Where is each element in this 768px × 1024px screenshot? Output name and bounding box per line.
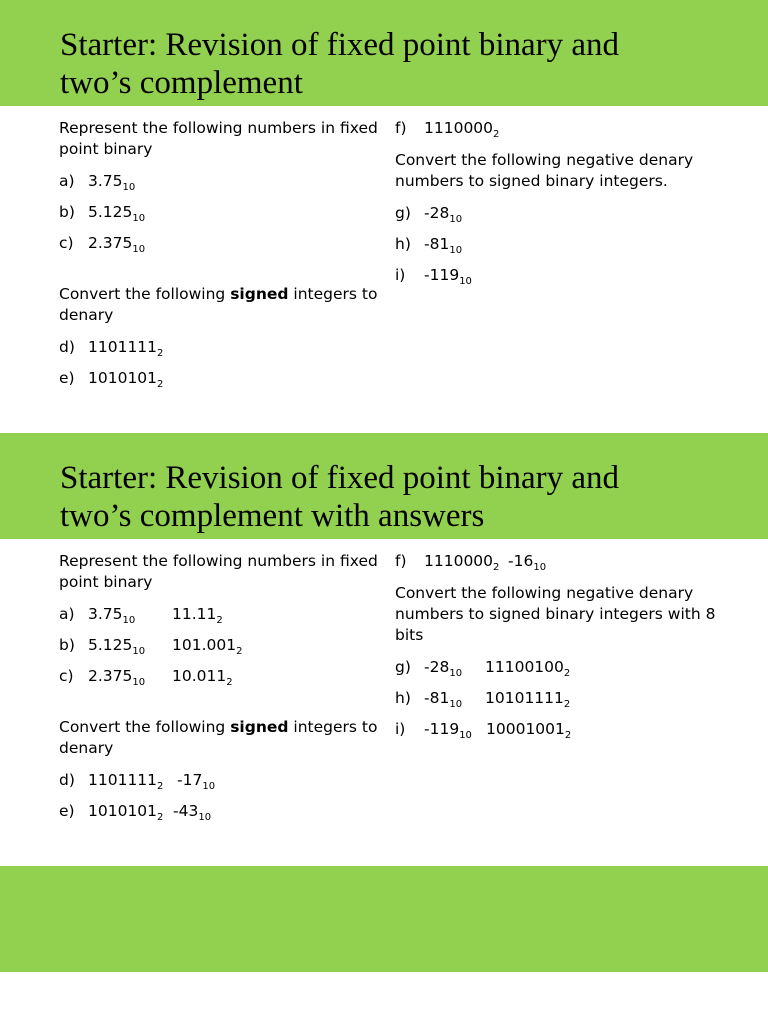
- answer-f: $-16_{10}$: [508, 552, 547, 573]
- slide-next-band: [0, 866, 768, 972]
- instruction-negative-denary: Convert the following negative denary numbers to signed binary integers.: [395, 151, 694, 190]
- question-e: e) $1010101_2$: [59, 369, 164, 390]
- answer-c: $10.011_2$: [172, 667, 233, 688]
- slide-title: Starter: Revision of fixed point binary and two’s complement with answers: [60, 460, 620, 534]
- question-a: a) $3.75_{10}$ $11.11_2$: [59, 605, 223, 626]
- right-column: [395, 551, 735, 750]
- answer-e: $-43_{10}$: [173, 802, 212, 823]
- question-d: d) $1101111_2$: [59, 338, 164, 359]
- answer-b: $101.001_2$: [172, 636, 243, 657]
- question-b: b) $5.125_{10}$ $101.001_2$: [59, 636, 243, 657]
- slide-starter-answers: [0, 433, 768, 865]
- question-a: a) $3.75_{10}$: [59, 172, 136, 193]
- slide-starter: [0, 0, 768, 432]
- instruction-signed-to-denary: Convert the following signed integers to denary: [59, 718, 378, 757]
- question-h: h) $-81_{10}$: [395, 235, 463, 256]
- answer-a: $11.11_2$: [172, 605, 223, 626]
- instruction-fixed-point: Represent the following numbers in fixed point binary: [59, 119, 378, 158]
- question-e: e) $1010101_2$ $-43_{10}$: [59, 802, 212, 823]
- question-c: c) $2.375_{10}$ $10.011_2$: [59, 667, 233, 688]
- question-f: f) $1110000_2$: [395, 119, 500, 140]
- question-b: b) $5.125_{10}$: [59, 203, 146, 224]
- answer-d: $-17_{10}$: [177, 771, 216, 792]
- instruction-fixed-point: Represent the following numbers in fixed point binary: [59, 552, 378, 591]
- question-f: f) $1110000_2$ $-16_{10}$: [395, 552, 547, 573]
- answer-h: $10101111_2$: [485, 689, 571, 710]
- question-g: g) $-28_{10}$: [395, 204, 463, 225]
- instruction-signed-to-denary: Convert the following signed integers to denary: [59, 285, 378, 324]
- answer-i: $10001001_2$: [486, 720, 572, 741]
- right-column: [395, 118, 735, 296]
- question-i: i) $-119_{10}$ $10001001_2$: [395, 720, 572, 741]
- question-h: h) $-81_{10}$ $10101111_2$: [395, 689, 571, 710]
- instruction-negative-denary: Convert the following negative denary numbers to signed binary integers with 8 bits: [395, 584, 716, 644]
- question-d: d) $1101111_2$ $-17_{10}$: [59, 771, 216, 792]
- question-i: i) $-119_{10}$: [395, 266, 472, 287]
- left-column: [59, 551, 384, 832]
- question-g: g) $-28_{10}$ $11100100_2$: [395, 658, 571, 679]
- question-c: c) $2.375_{10}$: [59, 234, 146, 255]
- slide-title: Starter: Revision of fixed point binary and two’s complement: [60, 27, 620, 101]
- left-column: [59, 118, 384, 399]
- answer-g: $11100100_2$: [485, 658, 571, 679]
